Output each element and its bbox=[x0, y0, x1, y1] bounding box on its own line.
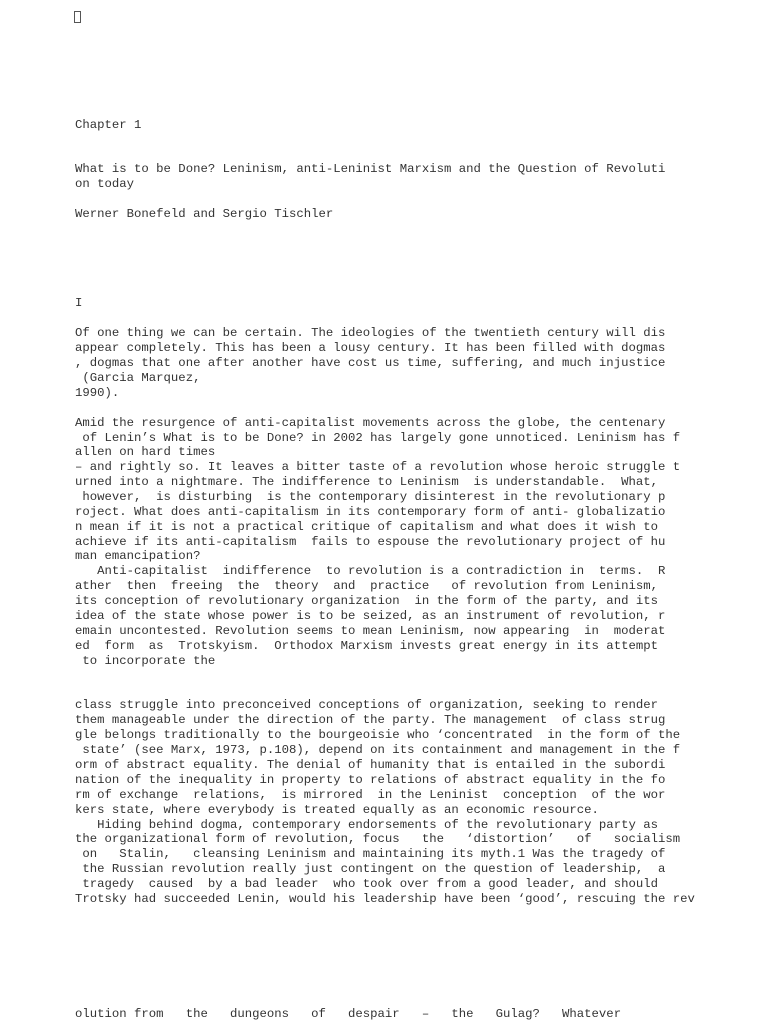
authors: Werner Bonefeld and Sergio Tischler bbox=[75, 207, 334, 221]
body-line: ather then freeing the theory and practice of revolution from Leninism, bbox=[75, 579, 658, 593]
chapter-label: Chapter 1 bbox=[75, 118, 142, 132]
body-line: orm of abstract equality. The denial of humanity that is entailed in the subordi bbox=[75, 758, 666, 772]
body-line: rm of exchange relations, is mirrored in the Leninist conception of the wor bbox=[75, 788, 666, 802]
body-line: the Russian revolution really just contingent on the question of leadership, a bbox=[75, 862, 666, 876]
body-line: gle belongs traditionally to the bourgeoisie who ‘concentrated in the form of the bbox=[75, 728, 681, 742]
epigraph-line: Of one thing we can be certain. The ideologies of the twentieth century will dis bbox=[75, 326, 666, 340]
body-line: state’ (see Marx, 1973, p.108), depend on its containment and management in the f bbox=[75, 743, 681, 757]
body-line: to incorporate the bbox=[75, 654, 216, 668]
body-line: allen on hard times bbox=[75, 445, 216, 459]
body-line: however, is disturbing is the contemporary disinterest in the revolutionary p bbox=[75, 490, 666, 504]
title-line: What is to be Done? Leninism, anti-Leninist Marxism and the Question of Revoluti bbox=[75, 162, 666, 176]
body-line: nation of the inequality in property to relations of abstract equality in the fo bbox=[75, 773, 666, 787]
body-line: Hiding behind dogma, contemporary endorsements of the revolutionary party as bbox=[75, 818, 658, 832]
body-line: roject. What does anti-capitalism in its contemporary form of anti- globalizatio bbox=[75, 505, 666, 519]
section-numeral: I bbox=[75, 296, 83, 310]
body-line: tragedy caused by a bad leader who took over from a good leader, and should bbox=[75, 877, 658, 891]
body-line: Amid the resurgence of anti-capitalist movements across the globe, the centenary bbox=[75, 416, 666, 430]
body-line: idea of the state whose power is to be seized, as an instrument of revolution, r bbox=[75, 609, 666, 623]
body-line: on Stalin, cleansing Leninism and maintaining its myth.1 Was the tragedy of bbox=[75, 847, 666, 861]
body-line: emain uncontested. Revolution seems to mean Leninism, now appearing in moderat bbox=[75, 624, 666, 638]
title-line: on today bbox=[75, 177, 135, 191]
body-line: achieve if its anti-capitalism fails to espouse the revolutionary project of hu bbox=[75, 535, 666, 549]
body-line: the organizational form of revolution, focus the ‘distortion’ of socialism bbox=[75, 832, 681, 846]
body-line: them manageable under the direction of the party. The management of class strug bbox=[75, 713, 666, 727]
body-line: Anti-capitalist indifference to revolution is a contradiction in terms. R bbox=[75, 564, 666, 578]
body-line: class struggle into preconceived conceptions of organization, seeking to render bbox=[75, 698, 658, 712]
body-line: – and rightly so. It leaves a bitter taste of a revolution whose heroic struggle t bbox=[75, 460, 681, 474]
epigraph-line: appear completely. This has been a lousy century. It has been filled with dogmas bbox=[75, 341, 666, 355]
epigraph-line: 1990). bbox=[75, 386, 120, 400]
page-footer-line: olution from the dungeons of despair – the Gulag? Whatever bbox=[75, 1007, 622, 1021]
epigraph-line: , dogmas that one after another have cost us time, suffering, and much injustice bbox=[75, 356, 666, 370]
missing-glyph-icon bbox=[74, 11, 81, 23]
body-line: n mean if it is not a practical critique of capitalism and what does it wish to bbox=[75, 520, 658, 534]
body-line: urned into a nightmare. The indifference to Leninism is understandable. What, bbox=[75, 475, 658, 489]
epigraph-line: (Garcia Marquez, bbox=[75, 371, 201, 385]
body-line: ed form as Trotskyism. Orthodox Marxism invests great energy in its attempt bbox=[75, 639, 658, 653]
body-line: man emancipation? bbox=[75, 549, 201, 563]
body-line: kers state, where everybody is treated equally as an economic resource. bbox=[75, 803, 599, 817]
body-line: of Lenin’s What is to be Done? in 2002 has largely gone unnoticed. Leninism has f bbox=[75, 431, 681, 445]
body-line: its conception of revolutionary organization in the form of the party, and its bbox=[75, 594, 658, 608]
body-line: Trotsky had succeeded Lenin, would his leadership have been ‘good’, rescuing the rev bbox=[75, 892, 695, 906]
